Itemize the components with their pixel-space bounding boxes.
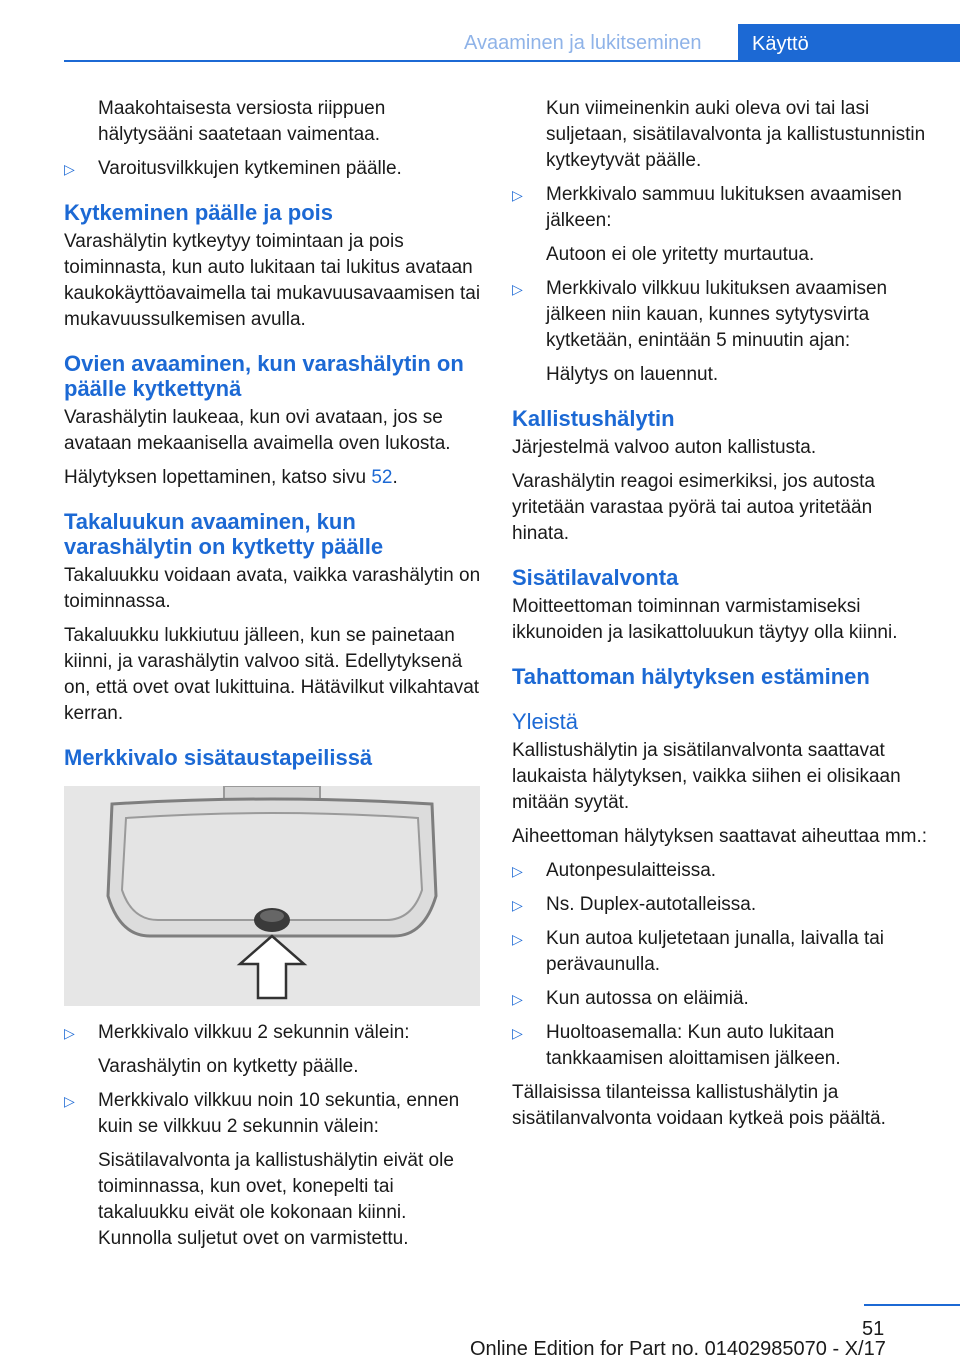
- bullet-subtext: Autoon ei ole yritetty murtautua.: [546, 244, 815, 265]
- triangle-right-icon: ▷: [512, 863, 523, 879]
- paragraph: Maakohtaisesta versiosta riippuen hälytysääni saatetaan vaimentaa.: [98, 98, 386, 145]
- triangle-right-icon: ▷: [512, 931, 523, 947]
- bullet-item: ▷ Huoltoasemalla: Kun auto lukitaan tankkaamisen aloittamisen jälkeen.: [512, 1020, 930, 1072]
- paragraph: Moitteettoman toiminnan varmistamiseksi ikkunoiden ja lasikattoluukun täytyy olla kiinni.: [512, 596, 898, 643]
- paragraph-with-link: Hälytyksen lopettaminen, katso sivu 52.: [64, 467, 398, 488]
- heading-switch-on-off: Kytkeminen päälle ja pois: [64, 200, 333, 225]
- paragraph: Tällaisissa tilanteissa kallistushälytin ja sisätilanvalvonta voidaan kytkeä pois päältä.: [512, 1082, 886, 1129]
- heading-indicator-light: Merkkivalo sisätaustapeilissä: [64, 745, 373, 770]
- triangle-right-icon: ▷: [512, 991, 523, 1007]
- triangle-right-icon: ▷: [512, 1025, 523, 1041]
- footer-rule: [864, 1304, 960, 1306]
- page-number: 51: [862, 1318, 885, 1340]
- bullet-subtext: Sisätilavalvonta ja kallistushälytin eivät ole toiminnassa, kun ovet, konepelti tai takaluukku eivät ole kokonaan kiinni. Kunnolla suljetut ovet on varmistettu.: [98, 1150, 454, 1249]
- paragraph: Varashälytin laukeaa, kun ovi avataan, jos se avataan mekaanisella avaimella oven lukosta.: [64, 407, 451, 454]
- paragraph: Takaluukku lukkiutuu jälleen, kun se painetaan kiinni, ja varashälytin valvoo sitä. Edellytyksenä on, että ovet ovat lukittuina. Hätävilkut vilkahtavat kerran.: [64, 625, 480, 724]
- bullet-item: ▷ Merkkivalo vilkkuu 2 sekunnin välein:: [64, 1020, 482, 1046]
- triangle-right-icon: ▷: [64, 161, 75, 177]
- paragraph: Varashälytin kytkeytyy toimintaan ja pois toiminnasta, kun auto lukitaan tai lukitus avataan kaukokäyttöavaimella tai mukavuusavaamisen tai mukavuussulkemisen avulla.: [64, 231, 481, 330]
- header-rule: [64, 60, 960, 62]
- subheading-general: Yleistä: [512, 709, 579, 734]
- paragraph: Kun viimeinenkin auki oleva ovi tai lasi suljetaan, sisätilavalvonta ja kallistustunnistin kytkeytyvät päälle.: [546, 98, 926, 171]
- bullet-subtext: Hälytys on lauennut.: [546, 364, 719, 385]
- triangle-right-icon: ▷: [64, 1093, 75, 1109]
- bullet-item: ▷ Ns. Duplex-autotalleissa.: [512, 892, 930, 918]
- paragraph: Takaluukku voidaan avata, vaikka varashälytin on toiminnassa.: [64, 565, 481, 612]
- edition-note: Online Edition for Part no. 01402985070 - X/17: [470, 1338, 886, 1360]
- heading-door-opening: Ovien avaaminen, kun varashälytin on päälle kytkettynä: [64, 351, 464, 401]
- header-section-title: Avaaminen ja lukitseminen: [464, 32, 702, 54]
- bullet-item: ▷ Merkkivalo sammuu lukituksen avaamisen jälkeen:: [512, 182, 930, 234]
- heading-false-alarm: Tahattoman hälytyksen estäminen: [512, 664, 870, 689]
- bullet-subtext: Varashälytin on kytketty päälle.: [98, 1056, 359, 1077]
- triangle-right-icon: ▷: [512, 281, 523, 297]
- bullet-item: ▷ Kun autoa kuljetetaan junalla, laivalla tai perävaunulla.: [512, 926, 930, 978]
- bullet-item: ▷ Merkkivalo vilkkuu noin 10 sekuntia, ennen kuin se vilkkuu 2 sekunnin välein:: [64, 1088, 482, 1140]
- bullet-item: ▷ Autonpesulaitteissa.: [512, 858, 930, 884]
- left-column: [64, 96, 482, 1260]
- heading-tilt-alarm: Kallistushälytin: [512, 406, 675, 431]
- paragraph: Aiheettoman hälytyksen saattavat aiheuttaa mm.:: [512, 826, 928, 847]
- heading-tailgate: Takaluukun avaaminen, kun varashälytin on kytketty päälle: [64, 509, 384, 559]
- mirror-illustration: [64, 786, 480, 1006]
- bullet-item: ▷ Merkkivalo vilkkuu lukituksen avaamisen jälkeen niin kauan, kunnes sytytysvirta kytketään, enintään 5 minuutin ajan:: [512, 276, 930, 354]
- page-header: [0, 0, 960, 62]
- bullet-item: ▷ Varoitusvilkkujen kytkeminen päälle.: [64, 156, 482, 182]
- paragraph: Järjestelmä valvoo auton kallistusta.: [512, 437, 817, 458]
- right-column: [512, 96, 930, 1140]
- page-link[interactable]: 52: [371, 467, 393, 488]
- triangle-right-icon: ▷: [64, 1025, 75, 1041]
- triangle-right-icon: ▷: [512, 187, 523, 203]
- heading-interior-monitoring: Sisätilavalvonta: [512, 565, 679, 590]
- triangle-right-icon: ▷: [512, 897, 523, 913]
- mirror-drawing: [64, 786, 480, 1006]
- bullet-item: ▷ Kun autossa on eläimiä.: [512, 986, 930, 1012]
- paragraph: Varashälytin reagoi esimerkiksi, jos autosta yritetään varastaa pyörä tai autoa yritetään hinata.: [512, 471, 875, 544]
- header-chapter-label: Käyttö: [752, 33, 809, 55]
- header-chapter-tab: [738, 24, 960, 62]
- paragraph: Kallistushälytin ja sisätilanvalvonta saattavat laukaista hälytyksen, vaikka siihen ei olisikaan mitään syytät.: [512, 740, 901, 813]
